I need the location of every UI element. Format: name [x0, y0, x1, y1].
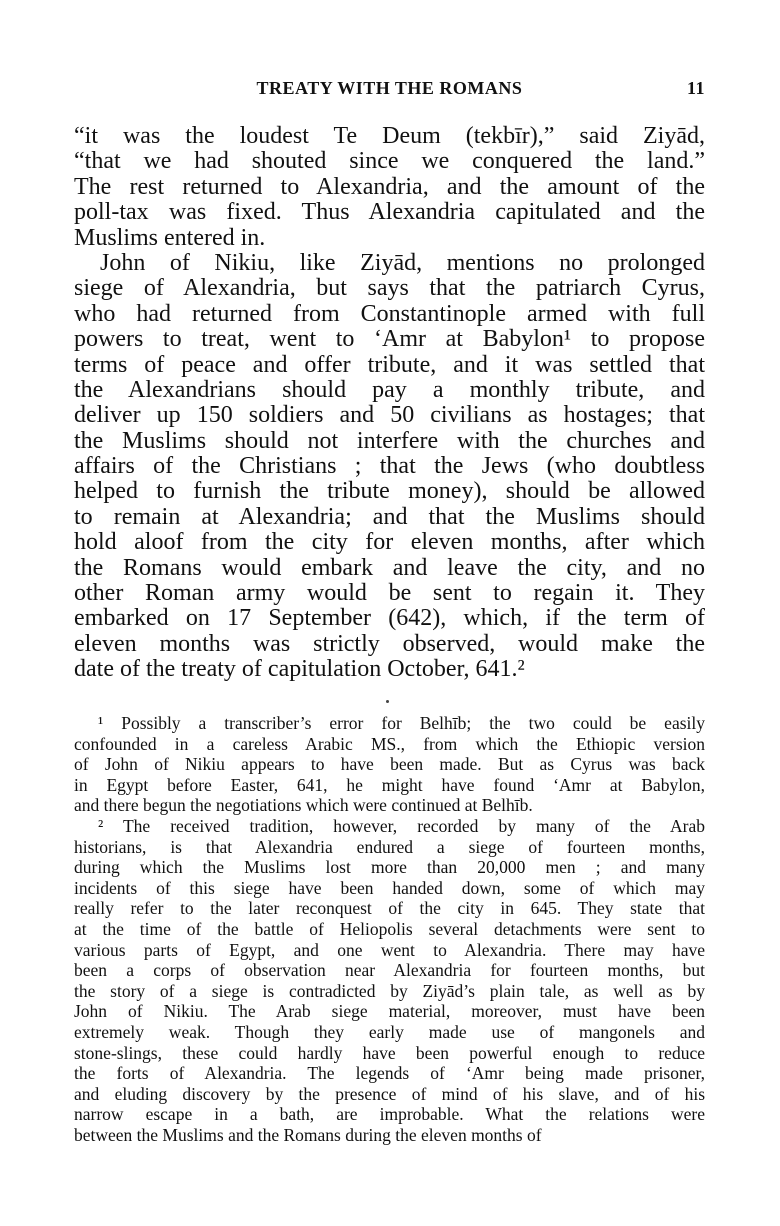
text-line: at the time of the battle of Heliopolis several detachments were sent to — [74, 918, 705, 939]
text-line: the Alexandrians should pay a monthly tribute, and — [74, 376, 705, 403]
text-line: in Egypt before Easter, 641, he might have found ‘Amr at Babylon, — [74, 774, 705, 795]
text-line: historians, is that Alexandria endured a siege of fourteen months, — [74, 836, 705, 857]
text-line: ² The received tradition, however, recorded by many of the Arab — [98, 815, 705, 836]
footnote-divider — [386, 700, 389, 703]
text-line: hold aloof from the city for eleven months, after which — [74, 529, 705, 556]
running-title: TREATY WITH THE ROMANS — [256, 78, 523, 98]
footnotes — [74, 713, 705, 1145]
text-line: date of the treaty of capitulation October, 641.² — [74, 656, 525, 683]
paragraph — [74, 251, 705, 683]
text-line: “it was the loudest Te Deum (tekbīr),” said Ziyād, — [74, 123, 705, 149]
text-line: Muslims entered in. — [74, 224, 266, 251]
text-line: John of Nikiu, like Ziyād, mentions no prolonged — [100, 249, 705, 276]
text-line: to remain at Alexandria; and that the Muslims should — [74, 503, 705, 530]
text-line: of John of Nikiu appears to have been made. But as Cyrus was back — [74, 754, 705, 775]
text-line: who had returned from Constantinople armed with full — [74, 300, 705, 327]
text-line: incidents of this siege have been handed down, some of which may — [74, 877, 705, 898]
text-line: John of Nikiu. The Arab siege material, moreover, must have been — [74, 1001, 705, 1022]
text-line: the Muslims should not interfere with the churches and — [74, 427, 705, 454]
text-line: terms of peace and offer tribute, and it was settled that — [74, 351, 705, 378]
footnote — [74, 816, 705, 1146]
text-line: and eluding discovery by the presence of mind of his slave, and of his — [74, 1083, 705, 1104]
text-line: affairs of the Christians ; that the Jews (who doubtless — [74, 453, 705, 480]
text-line: deliver up 150 soldiers and 50 civilians as hostages; that — [74, 402, 705, 429]
text-line: the Romans would embark and leave the city, and no — [74, 554, 705, 581]
text-line: narrow escape in a bath, are improbable. What the relations were — [74, 1104, 705, 1125]
text-line: and there begun the negotiations which were continued at Belhīb. — [74, 795, 533, 816]
text-line: the story of a siege is contradicted by Ziyād’s plain tale, as well as by — [74, 980, 705, 1001]
text-line: during which the Muslims lost more than 20,000 men ; and many — [74, 857, 705, 878]
running-header — [74, 78, 705, 102]
footnote — [74, 713, 705, 816]
text-line: embarked on 17 September (642), which, if the term of — [74, 605, 705, 632]
text-line: ¹ Possibly a transcriber’s error for Belhīb; the two could be easily — [98, 713, 705, 733]
text-line: powers to treat, went to ‘Amr at Babylon¹ to propose — [74, 326, 705, 353]
text-line: eleven months was strictly observed, would make the — [74, 630, 705, 657]
text-line: The rest returned to Alexandria, and the amount of the — [74, 173, 705, 200]
text-line: the forts of Alexandria. The legends of ‘Amr being made prisoner, — [74, 1063, 705, 1084]
text-line: been a corps of observation near Alexandria for fourteen months, but — [74, 960, 705, 981]
text-line: confounded in a careless Arabic MS., from which the Ethiopic version — [74, 733, 705, 754]
page-number: 11 — [686, 78, 705, 98]
text-line: extremely weak. Though they early made use of mangonels and — [74, 1021, 705, 1042]
main-text — [74, 124, 705, 683]
text-line: other Roman army would be sent to regain it. They — [74, 580, 705, 607]
text-line: various parts of Egypt, and one went to Alexandria. There may have — [74, 939, 705, 960]
text-line: between the Muslims and the Romans during the eleven months of — [74, 1124, 542, 1145]
text-line: stone-slings, these could hardly have been powerful enough to reduce — [74, 1042, 705, 1063]
text-line: “that we had shouted since we conquered the land.” — [74, 148, 705, 175]
paragraph — [74, 124, 705, 251]
text-line: poll-tax was fixed. Thus Alexandria capitulated and the — [74, 199, 705, 226]
text-line: siege of Alexandria, but says that the patriarch Cyrus, — [74, 275, 705, 302]
text-line: really refer to the later reconquest of the city in 645. They state that — [74, 898, 705, 919]
text-line: helped to furnish the tribute money), should be allowed — [74, 478, 705, 505]
